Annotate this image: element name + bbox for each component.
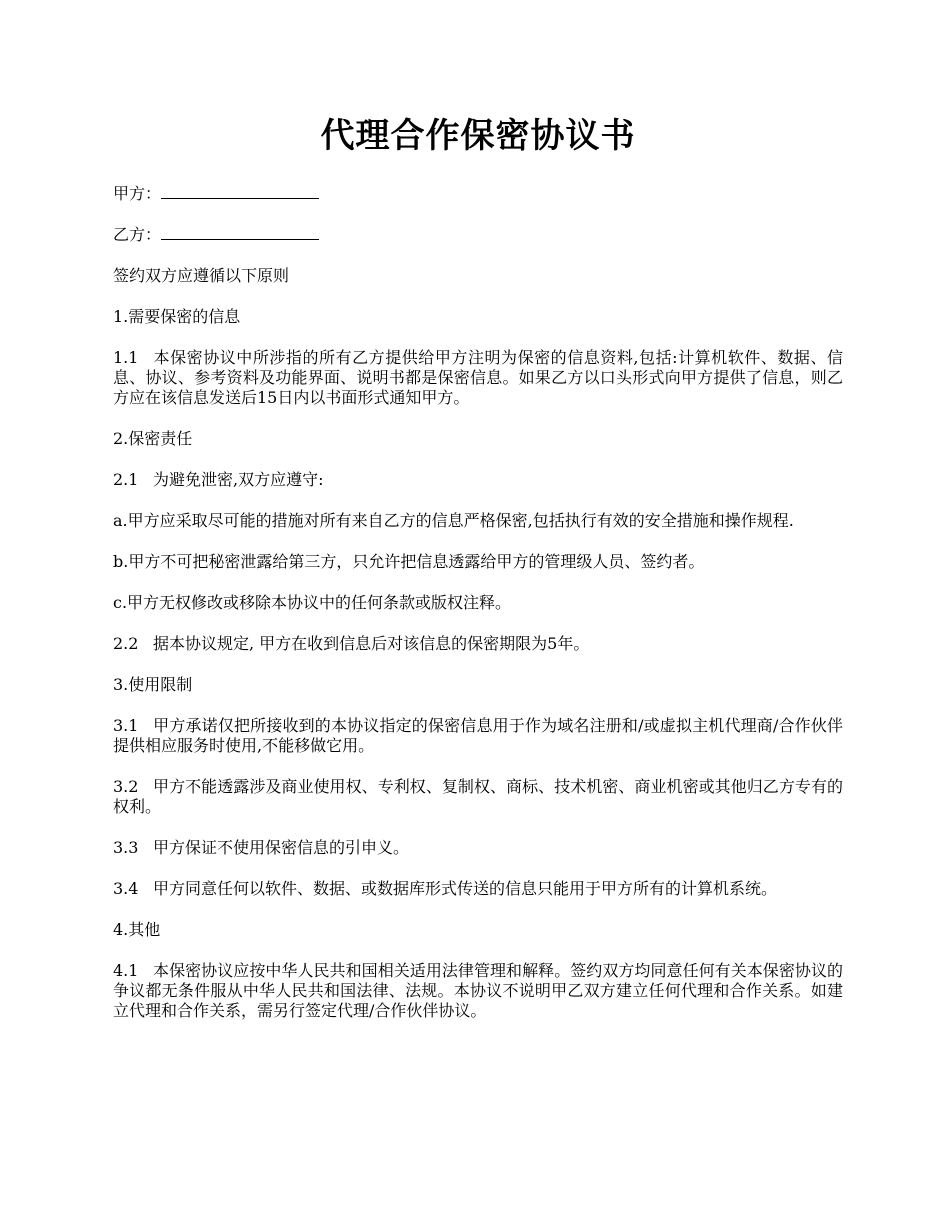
section-2-heading: 2.保密责任 (113, 429, 193, 448)
clause-text: 甲方保证不使用保密信息的引申义。 (153, 838, 410, 857)
party-b-line (113, 225, 843, 245)
section-3-heading: 3.使用限制 (113, 675, 193, 694)
clause-number: 3.1 (113, 716, 139, 735)
clause-3-1 (113, 716, 843, 756)
section-4-heading: 4.其他 (113, 920, 161, 939)
clause-text: 本保密协议中所涉指的所有乙方提供给甲方注明为保密的信息资料,包括:计算机软件、数据、信息、协议、参考资料及功能界面、说明书都是保密信息。如果乙方以口头形式向甲方提供了信息，则乙方应在该信息发送后15日内以书面形式通知甲方。 (113, 348, 843, 407)
clause-number: 3.3 (113, 838, 139, 857)
clause-2-c: c.甲方无权修改或移除本协议中的任何条款或版权注释。 (113, 593, 512, 612)
party-b-label: 乙方： (113, 225, 162, 244)
clause-2-a: a.甲方应采取尽可能的措施对所有来自乙方的信息严格保密,包括执行有效的安全措施和操作规程. (113, 511, 794, 530)
party-a-label: 甲方： (113, 184, 162, 203)
clause-3-3 (113, 838, 843, 858)
party-a-blank (161, 184, 319, 199)
clause-text: 本保密协议应按中华人民共和国相关适用法律管理和解释。签约双方均同意任何有关本保密协议的争议都无条件服从中华人民共和国法律、法规。本协议不说明甲乙双方建立任何代理和合作关系。如建立代理和合作关系，需另行签定代理/合作伙伴协议。 (113, 961, 843, 1020)
party-a-line (113, 184, 843, 204)
clause-number: 3.4 (113, 879, 139, 898)
clause-4-1 (113, 961, 843, 1021)
clause-text: 甲方不能透露涉及商业使用权、专利权、复制权、商标、技术机密、商业机密或其他归乙方专有的权利。 (113, 777, 843, 816)
document-page (113, 110, 843, 1042)
clause-number: 2.1 (113, 470, 139, 489)
document-title: 代理合作保密协议书 (320, 116, 636, 156)
party-b-blank (161, 225, 319, 240)
clause-number: 2.2 (113, 634, 139, 653)
clause-number: 4.1 (113, 961, 139, 980)
clause-3-2 (113, 777, 843, 817)
clause-number: 3.2 (113, 777, 139, 796)
section-1-heading: 1.需要保密的信息 (113, 307, 241, 326)
clause-2-b: b.甲方不可把秘密泄露给第三方，只允许把信息透露给甲方的管理级人员、签约者。 (113, 552, 705, 571)
clause-text: 据本协议规定, 甲方在收到信息后对该信息的保密期限为5年。 (153, 634, 590, 653)
clause-text: 甲方承诺仅把所接收到的本协议指定的保密信息用于作为域名注册和/或虚拟主机代理商/合作伙伴提供相应服务时使用,不能移做它用。 (113, 716, 843, 755)
intro-paragraph: 签约双方应遵循以下原则 (113, 266, 290, 285)
clause-2-1 (113, 470, 843, 490)
clause-1-1 (113, 348, 843, 408)
clause-2-2 (113, 634, 843, 654)
clause-text: 甲方同意任何以软件、数据、或数据库形式传送的信息只能用于甲方所有的计算机系统。 (153, 879, 778, 898)
clause-number: 1.1 (113, 348, 139, 367)
clause-text: 为避免泄密,双方应遵守: (153, 470, 324, 489)
clause-3-4 (113, 879, 843, 899)
